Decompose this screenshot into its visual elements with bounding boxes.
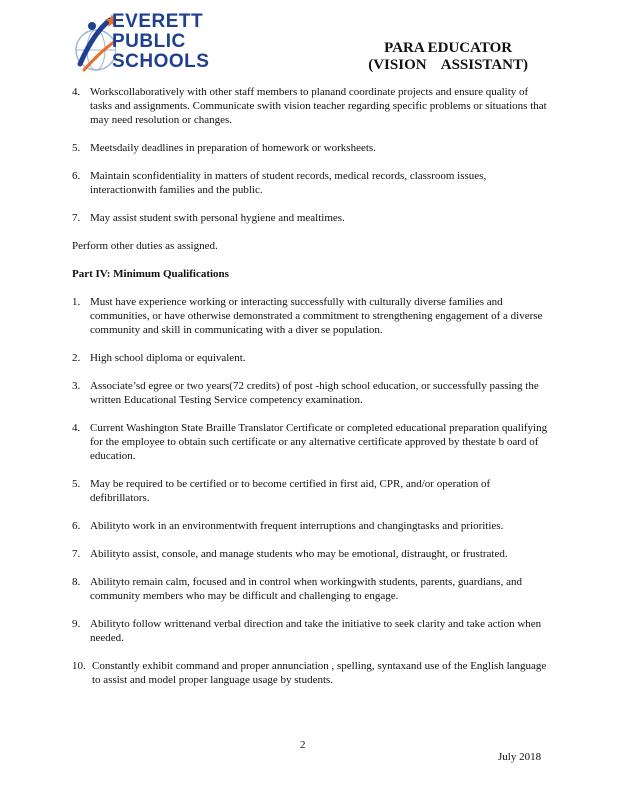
revision-date: July 2018: [498, 751, 542, 763]
list-item: 5. May be required to be certified or to become certified in first aid, CPR, and/or operation of defibrillators.: [72, 478, 491, 504]
section-heading: Part IV: Minimum Qualifications: [72, 268, 229, 280]
document-body: [72, 85, 548, 701]
district-logo: [70, 12, 240, 78]
list-item: 7. Abilityto assist, console, and manage students who may be emotional, distraught, or frustrated.: [72, 548, 508, 560]
list-item: 5. Meetsdaily deadlines in preparation of homework or worksheets.: [72, 142, 376, 154]
list-item: 4. Current Washington State Braille Translator Certificate or completed educational preparation qualifying for the employee to obtain such certificate or any alternative certificate approved by thestate b oard of education.: [72, 422, 548, 462]
other-duties-text: Perform other duties as assigned.: [72, 240, 218, 252]
list-item: 8. Abilityto remain calm, focused and in control when workingwith students, parents, guardians, and community members who may be difficult and challenging to engage.: [72, 576, 522, 602]
list-item: 7. May assist student swith personal hygiene and mealtimes.: [72, 212, 345, 224]
list-item: 10. Constantly exhibit command and proper annunciation , spelling, syntaxand use of the English language to assist and model proper language usage by students.: [72, 660, 547, 686]
logo-globe-icon: [70, 12, 116, 78]
job-title-line2: (VISION ASSISTANT): [368, 57, 528, 73]
list-item: 6. Abilityto work in an environmentwith frequent interruptions and changingtasks and priorities.: [72, 520, 504, 532]
list-item: 6. Maintain sconfidentiality in matters of student records, medical records, classroom issues, interactionwith families and the public.: [72, 170, 487, 196]
list-item: 1. Must have experience working or interacting successfully with culturally diverse families and communities, or have otherwise demonstrated a commitment to strengthening engagement of a diverse community and skill in communicating with a diver se population.: [72, 296, 543, 336]
list-item: 4. Workscollaboratively with other staff members to planand coordinate projects and ensure quality of tasks and assignments. Communicate swith vision teacher regarding specific problems or situations that may need resolution or changes.: [72, 86, 547, 126]
job-title: [368, 40, 528, 74]
logo-wordmark: EVERETT PUBLIC SCHOOLS: [112, 11, 210, 72]
job-title-line1: PARA EDUCATOR: [384, 40, 513, 56]
list-item: 3. Associate’sd egree or two years(72 credits) of post -high school education, or successfully passing the written Educational Testing Service competency examination.: [72, 380, 539, 406]
list-item: 9. Abilityto follow writtenand verbal direction and take the initiative to seek clarity and take action when needed.: [72, 618, 542, 644]
list-item: 2. High school diploma or equivalent.: [72, 352, 246, 364]
page-number: 2: [300, 739, 306, 751]
